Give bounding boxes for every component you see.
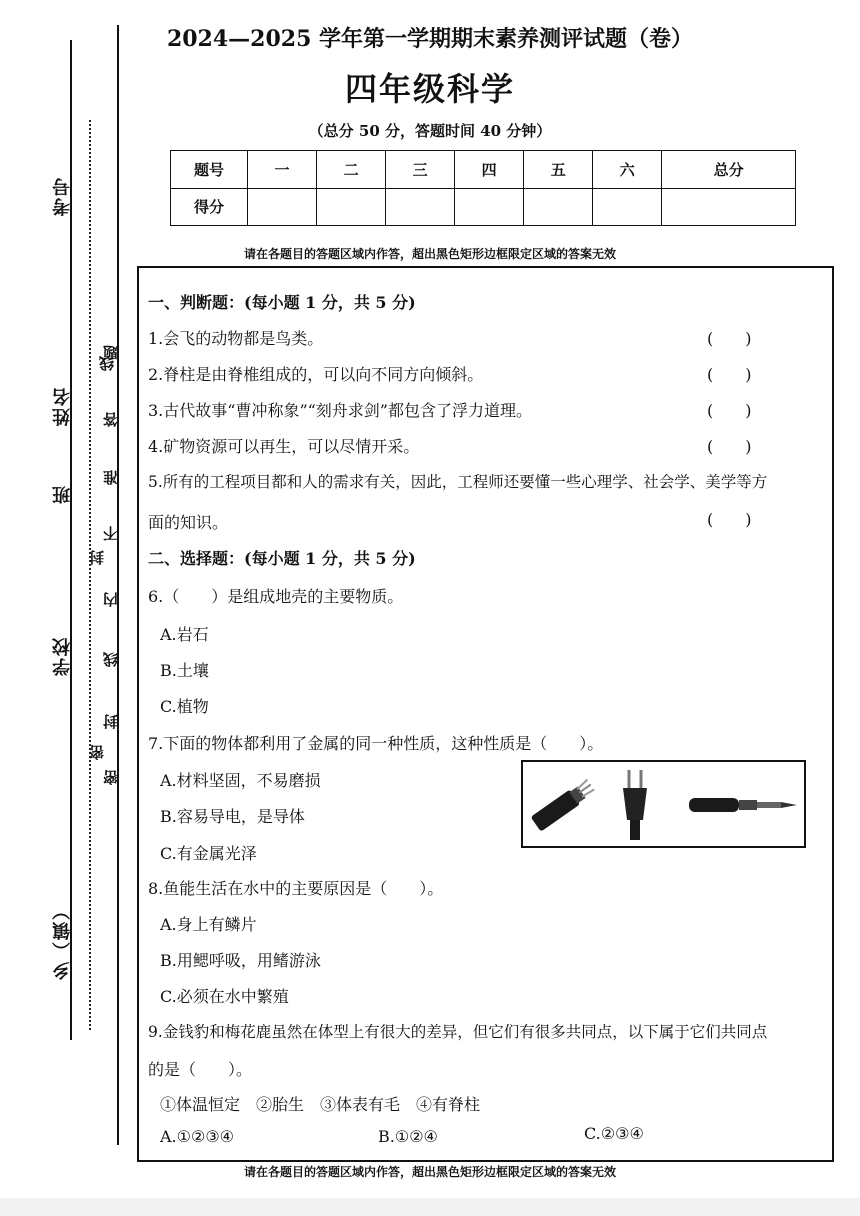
binding-line-inner — [117, 25, 119, 1145]
score-entry-cell[interactable] — [524, 188, 593, 226]
score-table-cell: 得分 — [171, 188, 248, 226]
score-entry-cell[interactable] — [386, 188, 455, 226]
score-table-cell: 五 — [524, 151, 593, 189]
q9-option-a[interactable]: A.①②③④ — [160, 1127, 235, 1146]
question-4: 4.矿物资源可以再生，可以尽情开采。 — [148, 437, 420, 456]
score-table-cell: 二 — [317, 151, 386, 189]
subject-title: 四年级科学 — [344, 70, 515, 108]
page-bottom-strip — [0, 1198, 860, 1216]
q8-option-a[interactable]: A.身上有鳞片 — [160, 915, 257, 934]
seal-char: 密 — [102, 770, 120, 785]
question-8: 8.鱼能生活在水中的主要原因是（ ）。 — [148, 879, 444, 898]
score-table-cell: 题号 — [171, 151, 248, 189]
q9-option-b[interactable]: B.①②④ — [378, 1127, 438, 1146]
q7-picture — [521, 760, 806, 848]
seal-char: 线 — [102, 652, 120, 667]
seal-char: 密 — [88, 745, 106, 760]
seal-char: 不 — [102, 526, 120, 541]
question-6: 6.（ ）是组成地壳的主要物质。 — [148, 587, 404, 606]
score-table — [170, 150, 796, 226]
answer-paren-3[interactable]: ( ) — [707, 401, 752, 420]
seal-char: 答 — [102, 412, 120, 427]
answer-paren-2[interactable]: ( ) — [707, 365, 752, 384]
score-table-header-row — [171, 151, 796, 189]
label-school: 学校 — [52, 636, 73, 676]
score-entry-cell[interactable] — [593, 188, 662, 226]
question-7: 7.下面的物体都利用了金属的同一种性质，这种性质是（ ）。 — [148, 734, 604, 753]
q9-option-c[interactable]: C.②③④ — [584, 1124, 644, 1143]
score-table-cell: 六 — [593, 151, 662, 189]
q6-option-b[interactable]: B.土壤 — [160, 661, 209, 680]
question-2: 2.脊柱是由脊椎组成的，可以向不同方向倾斜。 — [148, 365, 484, 384]
score-table-cell: 总分 — [662, 151, 796, 189]
q8-option-b[interactable]: B.用鳃呼吸，用鳍游泳 — [160, 951, 321, 970]
seal-char: 封 — [102, 714, 120, 729]
section1-heading: 一、判断题：(每小题 1 分，共 5 分) — [148, 293, 416, 312]
question-1: 1.会飞的动物都是鸟类。 — [148, 329, 324, 348]
score-table-cell: 三 — [386, 151, 455, 189]
question-5-continued: 面的知识。 — [148, 513, 229, 532]
label-exam-number: 考号 — [52, 176, 73, 216]
answer-paren-1[interactable]: ( ) — [707, 329, 752, 348]
seal-char: 题 — [102, 345, 120, 360]
score-table-cell: 一 — [248, 151, 317, 189]
seal-char: 准 — [102, 470, 120, 485]
q7-option-b[interactable]: B.容易导电，是导体 — [160, 807, 305, 826]
score-entry-cell[interactable] — [317, 188, 386, 226]
answer-area-notice-bottom: 请在各题目的答题区域内作答，超出黑色矩形边框限定区域的答案无效 — [243, 1165, 616, 1179]
answer-area-notice-top: 请在各题目的答题区域内作答，超出黑色矩形边框限定区域的答案无效 — [243, 247, 616, 261]
seal-char: 线 — [98, 356, 116, 371]
q7-option-c[interactable]: C.有金属光泽 — [160, 844, 257, 863]
q6-option-c[interactable]: C.植物 — [160, 697, 209, 716]
seal-char: 封 — [88, 550, 106, 565]
plug-icon — [615, 768, 655, 842]
score-table-score-row — [171, 188, 796, 226]
exam-title: 2024—2025 学年第一学期期末素养测评试题（卷） — [166, 26, 694, 52]
label-name: 姓名 — [52, 386, 73, 426]
exam-info: （总分 50 分，答题时间 40 分钟） — [308, 122, 552, 140]
question-3: 3.古代故事“曹冲称象”“刻舟求剑”都包含了浮力道理。 — [148, 401, 532, 420]
label-class: 班 — [52, 484, 73, 504]
score-entry-cell[interactable] — [455, 188, 524, 226]
section2-heading: 二、选择题：(每小题 1 分，共 5 分) — [148, 549, 416, 568]
electric-cable-icon — [527, 770, 599, 838]
q6-option-a[interactable]: A.岩石 — [160, 625, 209, 644]
score-table-cell: 四 — [455, 151, 524, 189]
score-entry-cell[interactable] — [248, 188, 317, 226]
q9-items: ①体温恒定 ②胎生 ③体表有毛 ④有脊柱 — [160, 1095, 481, 1114]
question-9: 9.金钱豹和梅花鹿虽然在体型上有很大的差异，但它们有很多共同点，以下属于它们共同点 — [148, 1023, 768, 1041]
question-5: 5.所有的工程项目都和人的需求有关，因此，工程师还要懂一些心理学、社会学、美学等方 — [148, 473, 768, 491]
seal-char: 内 — [102, 592, 120, 607]
answer-paren-5[interactable]: ( ) — [707, 510, 752, 529]
q8-option-c[interactable]: C.必须在水中繁殖 — [160, 987, 289, 1006]
label-township: 乡（镇） — [52, 900, 73, 980]
q7-option-a[interactable]: A.材料坚固，不易磨损 — [160, 771, 321, 790]
question-9-continued: 的是（ ）。 — [148, 1060, 253, 1079]
soldering-iron-icon — [687, 790, 799, 820]
score-entry-cell[interactable] — [662, 188, 796, 226]
answer-paren-4[interactable]: ( ) — [707, 437, 752, 456]
